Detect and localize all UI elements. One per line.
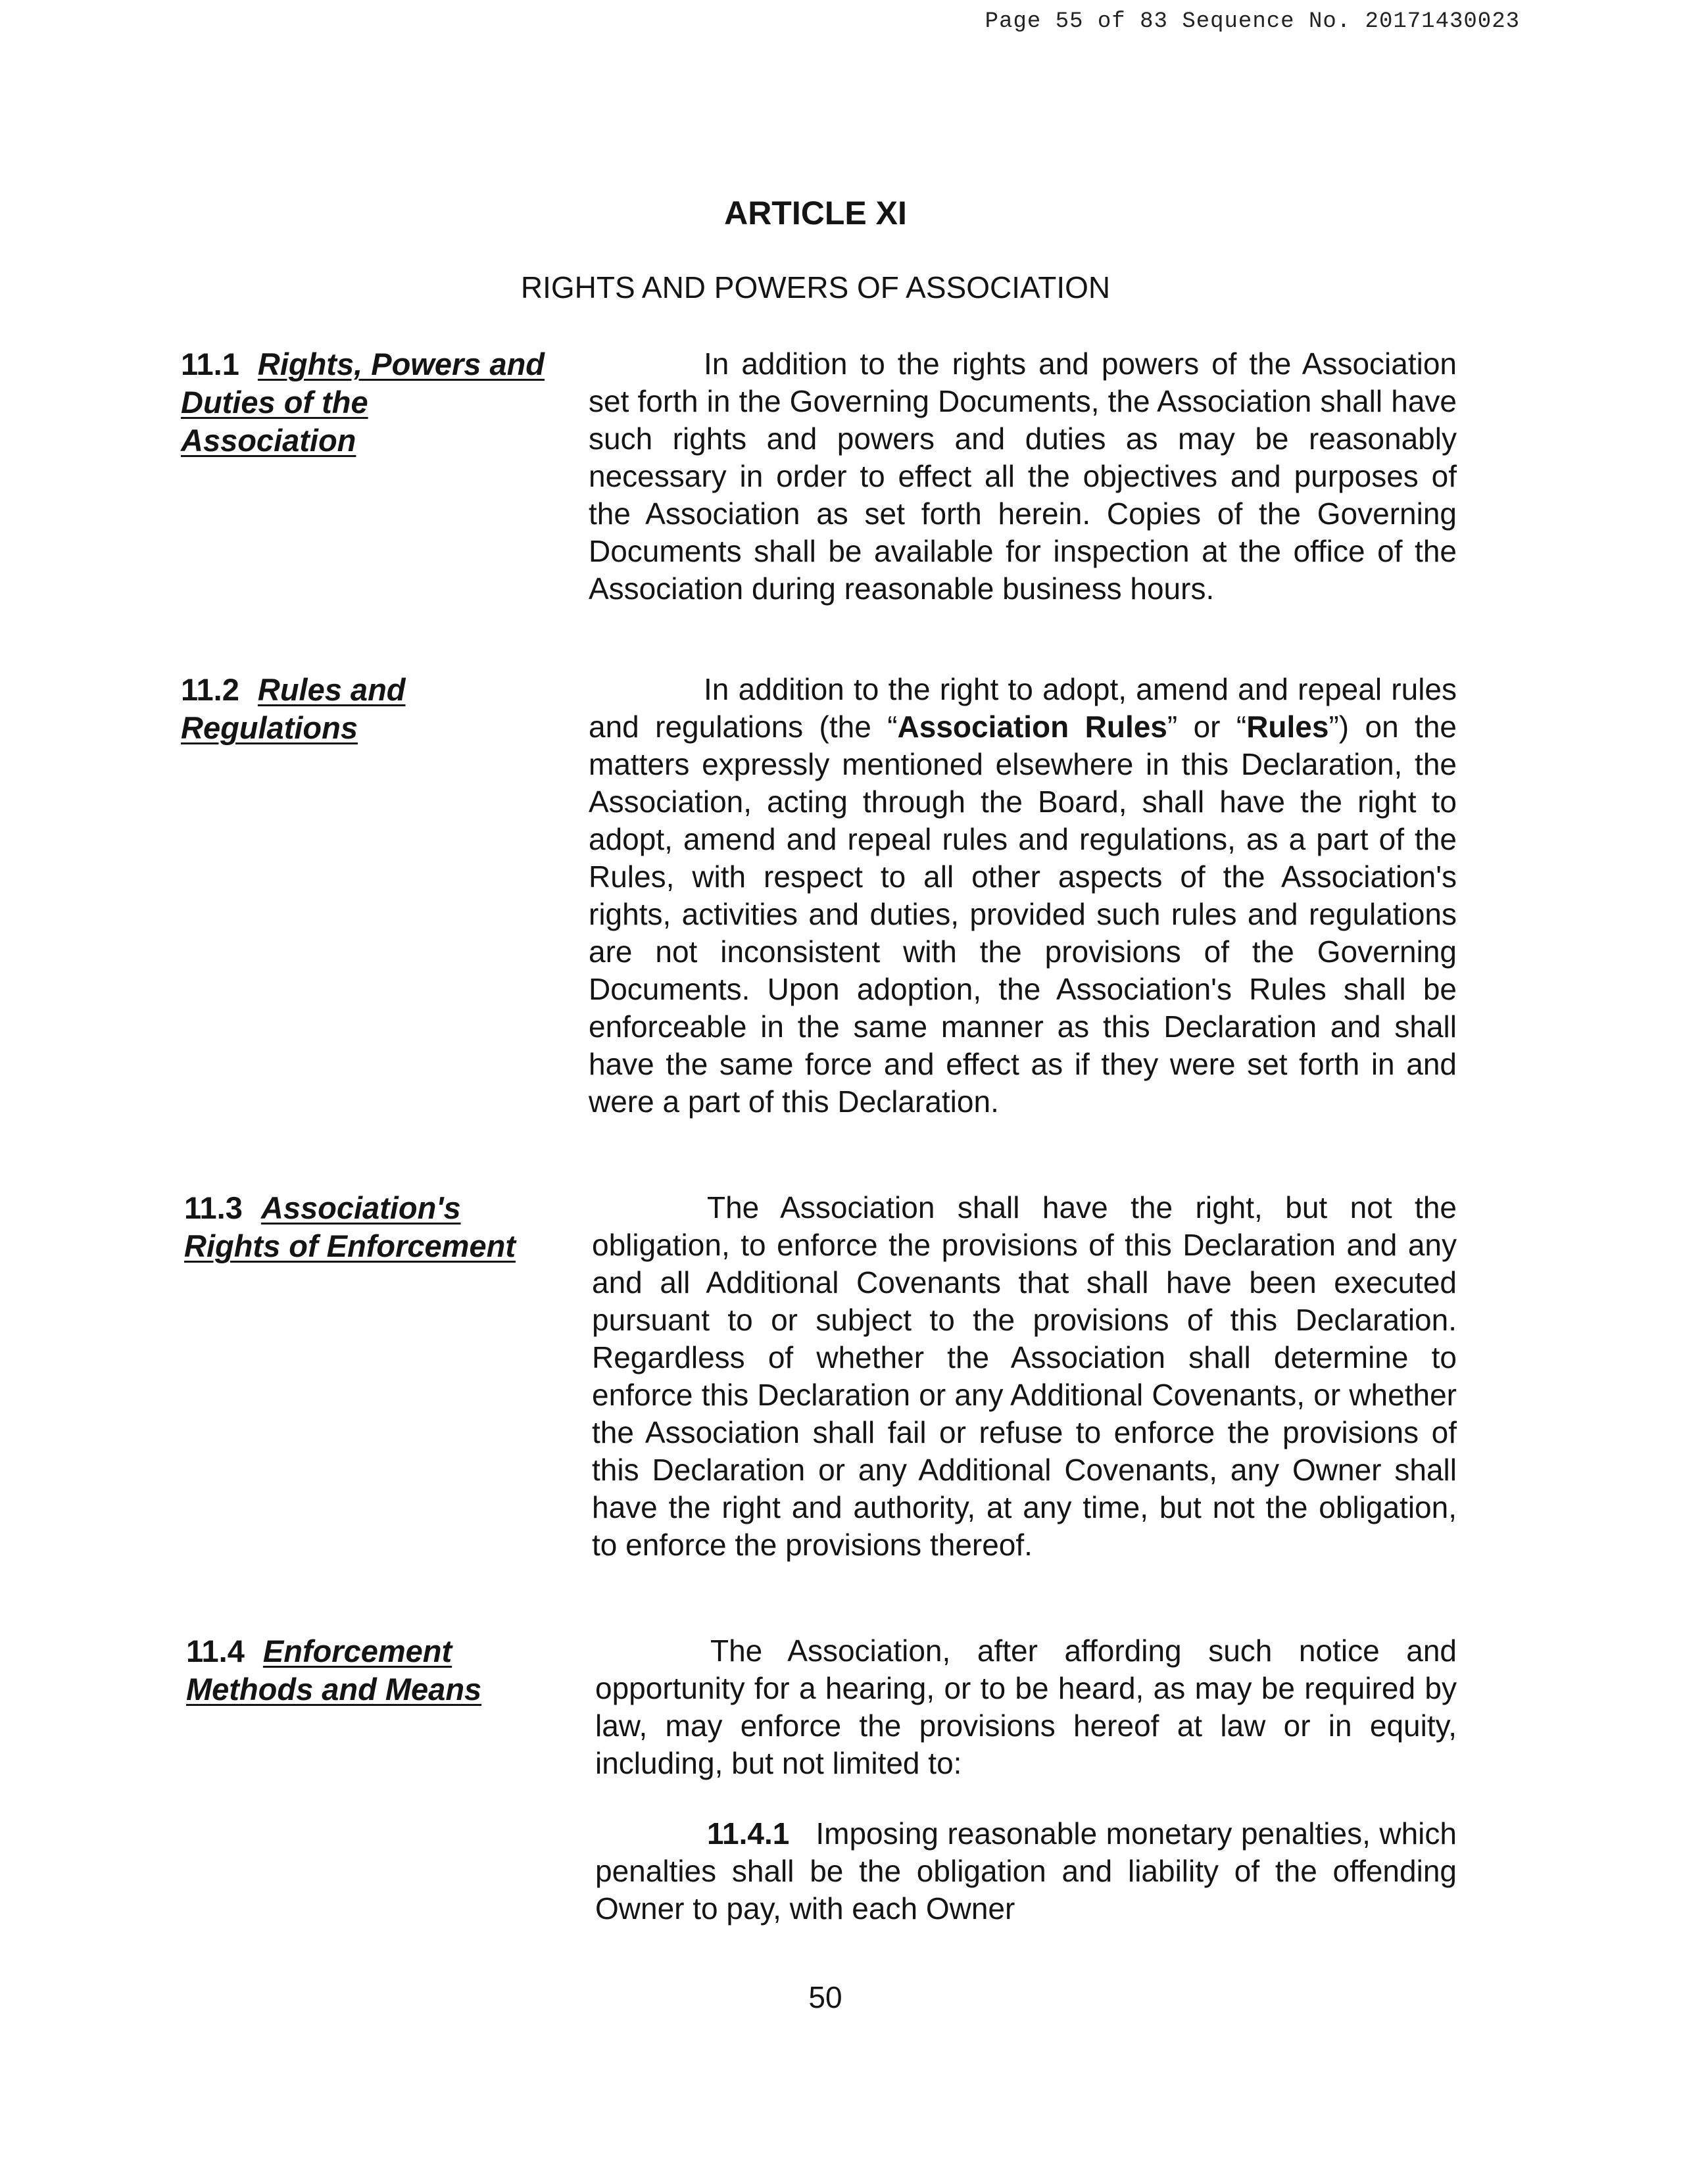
section-title: Rules and Regulations <box>181 672 406 745</box>
section-title: Rights, Powers and Duties of the Association <box>181 347 545 458</box>
section-body: The Association, after affording such notice and opportunity for a hearing, or to be heard, as may be required by law, may enforce the provisions hereof at law or in equity, including, but not limited to: <box>595 1634 1457 1780</box>
article-subtitle: RIGHTS AND POWERS OF ASSOCIATION <box>520 270 1111 304</box>
section-heading <box>181 671 457 747</box>
subsection-number: 11.4.1 <box>707 1816 790 1851</box>
body-text: ” or “ <box>1167 710 1247 744</box>
page-number: 50 <box>808 1980 842 2014</box>
defined-term-rules: Rules <box>1246 710 1329 744</box>
section-number: 11.1 <box>181 347 239 381</box>
section-number: 11.3 <box>184 1190 243 1225</box>
section-title: Association's Rights of Enforcement <box>184 1190 516 1263</box>
article-title: ARTICLE XI <box>724 195 907 231</box>
section-body: In addition to the rights and powers of the Association set forth in the Governing Documents, the Association shall have such rights and powers and duties as may be reasonably necessary in order to effect all the objectives and purposes of the Association as set forth herein. Copies of the Governing Documents shall be available for inspection at the office of the Association during reasonable business hours. <box>589 347 1457 606</box>
subsection-body <box>595 1815 1457 1928</box>
body-text: ”) on the matters expressly mentioned elsewhere in this Declaration, the Association, acting through the Board, shall have the right to adopt, amend and repeal rules and regulations, as a part of the Rules, with respect to all other aspects of the Association's rights, activities and duties, provided such rules and regulations are not inconsistent with the provisions of the Governing Documents. Upon adoption, the Association's Rules shall be enforceable in the same manner as this Declaration and shall have the same force and effect as if they were set forth in and were a part of this Declaration. <box>589 710 1457 1119</box>
section-number: 11.2 <box>181 672 239 707</box>
page-sequence-stamp: Page 55 of 83 Sequence No. 20171430023 <box>985 9 1520 34</box>
section-heading <box>181 345 549 460</box>
subsection-text: Imposing reasonable monetary penalties, which penalties shall be the obligation and liability of the offending Owner to pay, with each Owner <box>595 1816 1457 1926</box>
section-body: The Association shall have the right, but not the obligation, to enforce the provisions of this Declaration and any and all Additional Covenants that shall have been executed pursuant to or subject to the provisions of this Declaration. Regardless of whether the Association shall determine to enforce this Declaration or any Additional Covenants, or whether the Association shall fail or refuse to enforce the provisions of this Declaration or any Additional Covenants, any Owner shall have the right and authority, at any time, but not the obligation, to enforce the provisions thereof. <box>592 1190 1457 1562</box>
defined-term-association-rules: Association Rules <box>897 710 1167 744</box>
section-body <box>589 671 1457 1121</box>
section-heading <box>184 1189 552 1265</box>
section-title: Enforcement Methods and Means <box>186 1634 482 1707</box>
section-number: 11.4 <box>186 1634 245 1668</box>
body-text: In addition to the right to adopt, amend and repeal rules and regulations (the “ <box>589 672 1457 744</box>
section-heading <box>186 1632 528 1709</box>
